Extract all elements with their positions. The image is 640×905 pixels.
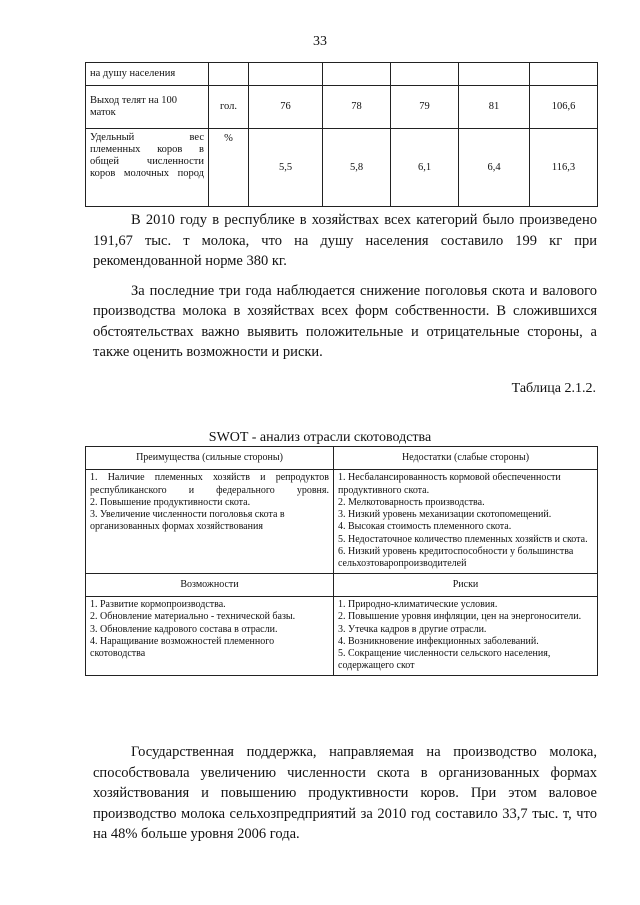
list-item: 1. Несбалансированность кормовой обеспеченности продуктивного скота.	[338, 472, 561, 496]
table-cell	[391, 63, 459, 86]
paragraph: Государственная поддержка, направляемая на производство молока, способствовала увеличению численности скота в организованных формах хозяйствования и повышению продуктивности коров. При этом валовое производство молока сельхозпредприятий за 2010 год составило 33,7 тыс. т, что на 48% больше уровня 2006 года.	[93, 744, 597, 842]
list-item: 5. Сокращение численности сельского населения, содержащего скот	[338, 648, 551, 672]
table-row	[86, 447, 598, 470]
list-item: 5. Недостаточное количество племенных хозяйств и скота.	[338, 533, 588, 545]
opportunities-cell	[86, 596, 334, 675]
list-item: 4. Высокая стоимость племенного скота.	[338, 521, 512, 533]
row-unit: гол.	[209, 86, 249, 129]
table-cell: 5,5	[249, 129, 323, 207]
table-cell	[459, 63, 530, 86]
table-cell: 116,3	[530, 129, 598, 207]
list-item: 3. Низкий уровень механизации скотопомещений.	[338, 509, 552, 521]
list-item: 4. Наращивание возможностей племенного скотоводства	[90, 635, 275, 660]
list-item: 1. Развитие кормопроизводства.	[90, 598, 226, 610]
table-cell: 76	[249, 86, 323, 129]
list-item: 2. Мелкотоварность производства.	[338, 496, 485, 508]
paragraph: За последние три года наблюдается снижение поголовья скота и валового производства молока в хозяйствах всех форм собственности. В сложившихся обстоятельствах важно выявить положительные и отрицательные стороны, а также оценить возможности и риски.	[93, 282, 597, 360]
swot-title: SWOT - анализ отрасли скотоводства	[208, 430, 432, 445]
list-item: 3. Обновление кадрового состава в отрасли.	[90, 623, 278, 635]
threats-header: Риски	[334, 573, 598, 596]
list-item: 1. Природно-климатические условия.	[338, 598, 498, 610]
table-cell: 81	[459, 86, 530, 129]
list-item: 1. Наличие племенных хозяйств и репродуктов республиканского и федерального уровня.	[90, 472, 329, 496]
table-number: Таблица 2.1.2.	[511, 381, 596, 396]
table-cell	[249, 63, 323, 86]
row-unit: %	[209, 129, 249, 207]
strengths-header: Преимущества (сильные стороны)	[86, 447, 334, 470]
opportunities-header: Возможности	[86, 573, 334, 596]
table-cell	[323, 63, 391, 86]
table-cell: 6,1	[391, 129, 459, 207]
body-text	[93, 742, 597, 845]
table-cell: 5,8	[323, 129, 391, 207]
table-cell: 106,6	[530, 86, 598, 129]
list-item: 4. Возникновение инфекционных заболеваний.	[338, 635, 539, 647]
table-cell: 79	[391, 86, 459, 129]
table-row	[86, 596, 598, 675]
table-row	[86, 86, 598, 129]
list-item: 2. Обновление материально - технической базы.	[90, 611, 296, 623]
table-row	[86, 470, 598, 573]
row-unit	[209, 63, 249, 86]
table-row	[86, 573, 598, 596]
page-number: 33	[313, 34, 327, 49]
weaknesses-header: Недостатки (слабые стороны)	[334, 447, 598, 470]
list-item: 6. Низкий уровень кредитоспособности у большинства сельхозтоваропроизводителей	[338, 546, 574, 570]
list-item: 3. Увеличение численности поголовья скота в организованных формах хозяйствования	[90, 509, 285, 533]
table-cell: 6,4	[459, 129, 530, 207]
swot-table	[85, 446, 598, 676]
table-row	[86, 129, 598, 207]
table-cell	[530, 63, 598, 86]
paragraph: В 2010 году в республике в хозяйствах всех категорий было произведено 191,67 тыс. т молока, что на душу населения составило 199 кг при рекомендованной норме 380 кг.	[93, 212, 597, 269]
threats-cell	[334, 596, 598, 675]
table-cell: 78	[323, 86, 391, 129]
table-row	[86, 63, 598, 86]
indicators-table	[85, 62, 598, 207]
list-item: 3. Утечка кадров в другие отрасли.	[338, 623, 487, 635]
body-text	[93, 210, 597, 363]
list-item: 2. Повышение продуктивности скота.	[90, 496, 251, 508]
row-label: Удельный вес племенных коров в общей численности коров молочных пород	[86, 129, 209, 207]
weaknesses-cell	[334, 470, 598, 573]
row-label: на душу населения	[86, 63, 209, 86]
row-label: Выход телят на 100 маток	[86, 86, 209, 129]
strengths-cell	[86, 470, 334, 573]
list-item: 2. Повышение уровня инфляции, цен на энергоносители.	[338, 611, 582, 623]
